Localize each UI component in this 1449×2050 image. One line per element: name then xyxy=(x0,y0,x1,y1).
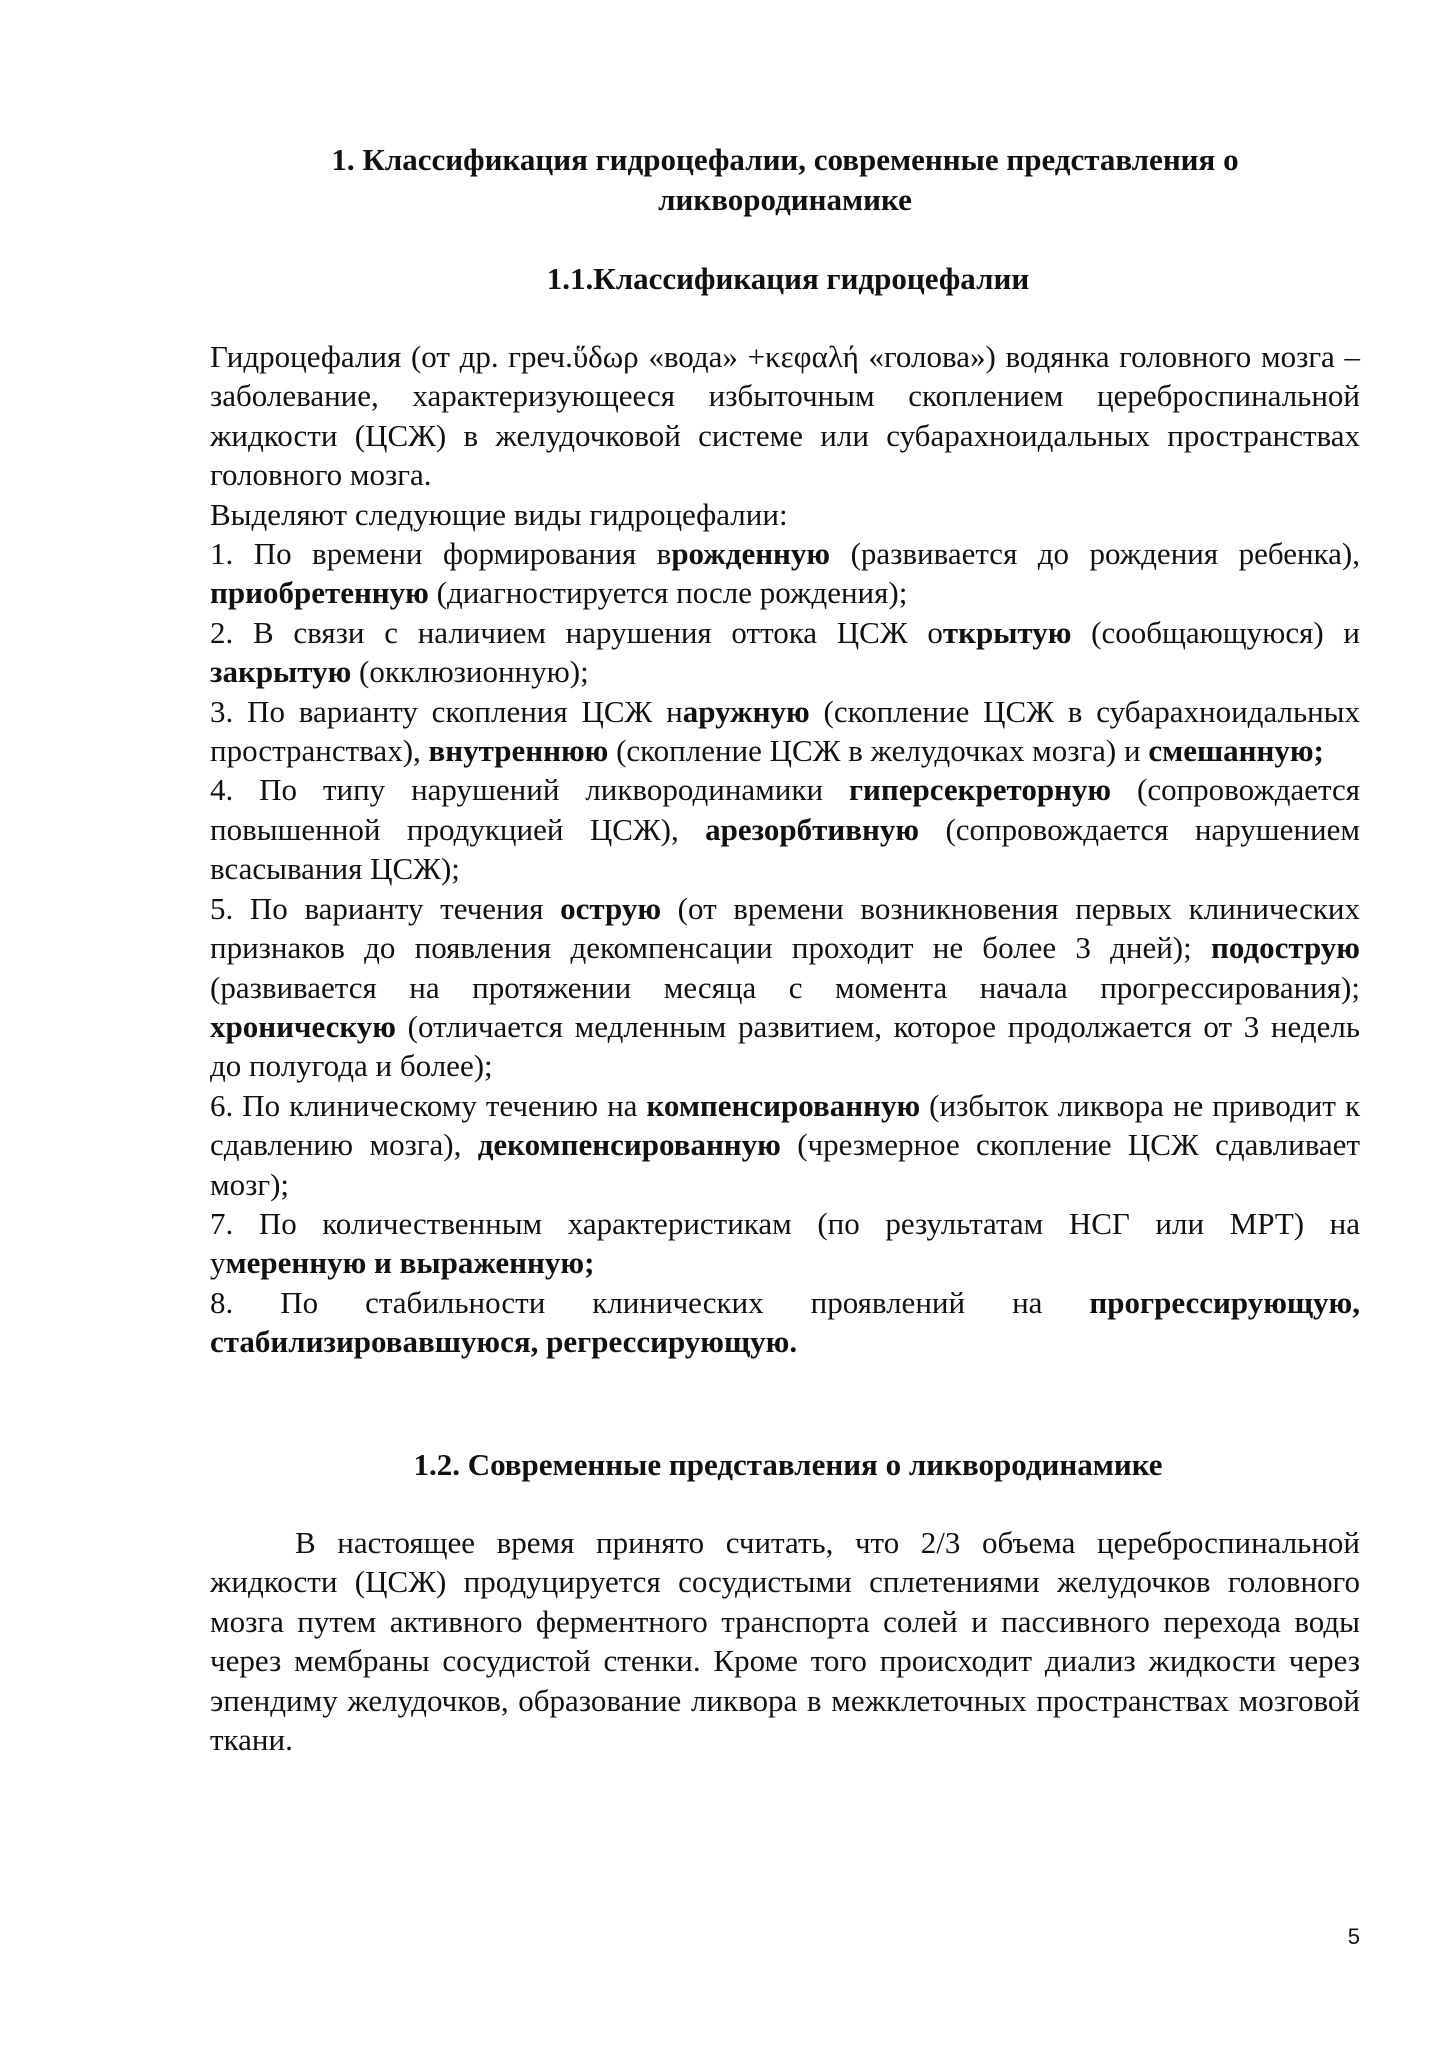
types-intro-paragraph: Выделяют следующие виды гидроцефалии: xyxy=(210,496,788,532)
list-item-6-term-b: декомпенсированную xyxy=(477,1127,781,1163)
list-item-4-text-a: 4. По типу нарушений ликвородинамики xyxy=(210,772,849,808)
list-item-3 xyxy=(210,692,1360,771)
list-item-5-term-a: острую xyxy=(560,890,662,926)
list-item-8-term-a: прогрессирующую, стабилизировавшуюся, регрессирующую. xyxy=(210,1284,1360,1360)
list-item-2-text-c: (окклюзионную); xyxy=(351,654,589,690)
list-item-7-term-a: меренную и выраженную; xyxy=(225,1245,595,1281)
list-item-8-text-a: 8. По стабильности клинических проявлений на xyxy=(210,1284,1090,1320)
list-item-5 xyxy=(210,889,1360,1086)
list-item-5-text-d: (отличается медленным развитием, которое продолжается от 3 недель до полугода и более); xyxy=(210,1008,1360,1084)
list-item-3-term-a: аружную xyxy=(682,693,810,729)
liquor-dynamics-paragraph: В настоящее время принято считать, что 2/3 объема цереброспинальной жидкости (ЦСЖ) продуцируется сосудистыми сплетениями желудочков головного мозга путем активного ферментного транспорта солей и пассивного перехода воды через мембраны сосудистой стенки. Кроме того происходит диализ жидкости через эпендиму желудочков, образование ликвора в межклеточных пространствах мозговой ткани. xyxy=(210,1525,1360,1758)
list-item-6-text-b: (избыток ликвора не приводит к сдавлению мозга), xyxy=(210,1087,1360,1163)
list-item-2-text-a: 2. В связи с наличием нарушения оттока ЦСЖ о xyxy=(210,614,943,650)
list-item-1-text-b: (развивается до рождения ребенка), xyxy=(830,536,1360,572)
list-item-1 xyxy=(210,534,1360,613)
list-item-5-text-a: 5. По варианту течения xyxy=(210,890,561,926)
list-item-8 xyxy=(210,1283,1360,1362)
list-item-6-text-a: 6. По клиническому течению на xyxy=(210,1087,647,1123)
list-item-2-text-b: (сообщающуюся) и xyxy=(1071,614,1360,650)
list-item-3-term-c: смешанную; xyxy=(1148,733,1324,769)
list-item-7 xyxy=(210,1204,1360,1283)
list-item-1-text-a: 1. По времени формирования в xyxy=(210,536,672,572)
classification-text xyxy=(210,337,1360,1362)
section-heading-classification: 1.1.Классификация гидроцефалии xyxy=(546,261,1030,296)
liquor-dynamics-text xyxy=(210,1523,1360,1759)
list-item-3-text-b: (скопление ЦСЖ в субарахноидальных пространствах), xyxy=(210,693,1361,769)
list-item-1-term-b: приобретенную xyxy=(210,575,429,611)
list-item-3-text-a: 3. По варианту скопления ЦСЖ н xyxy=(210,693,683,729)
definition-paragraph: Гидроцефалия (от др. греч.ὕδωρ «вода» +κεφαλή «голова») водянка головного мозга – заболевание, характеризующееся избыточным скоплением цереброспинальной жидкости (ЦСЖ) в желудочковой системе или субарахноидальных пространствах головного мозга. xyxy=(210,339,1360,493)
list-item-6-text-c: (чрезмерное скопление ЦСЖ сдавливает мозг); xyxy=(210,1127,1360,1202)
list-item-4-text-b: (сопровождается повышенной продукцией ЦСЖ), xyxy=(210,772,1360,847)
page-number: 5 xyxy=(1347,1924,1360,1949)
list-item-6 xyxy=(210,1086,1360,1204)
list-item-7-text-a: 7. По количественным характеристикам (по результатам НСГ или МРТ) на у xyxy=(210,1205,1360,1281)
list-item-5-term-c: хроническую xyxy=(210,1008,396,1044)
list-item-1-text-c: (диагностируется после рождения); xyxy=(428,575,908,611)
section-heading-liquor-dynamics: 1.2. Современные представления о ликвородинамике xyxy=(413,1447,1163,1482)
list-item-1-term-a: рожденную xyxy=(671,536,831,572)
list-item-5-term-b: подострую xyxy=(1210,930,1360,966)
list-item-5-text-b: (от времени возникновения первых клинических признаков до появления декомпенсации проходит не более 3 дней); xyxy=(210,890,1361,966)
chapter-heading: 1. Классификация гидроцефалии, современные представления о ликвородинамике xyxy=(331,142,1239,217)
list-item-2 xyxy=(210,613,1360,692)
list-item-4-text-c: (сопровождается нарушением всасывания ЦСЖ); xyxy=(210,811,1360,887)
list-item-4 xyxy=(210,770,1360,888)
list-item-2-term-b: закрытую xyxy=(210,654,352,690)
list-item-6-term-a: компенсированную xyxy=(646,1087,921,1123)
list-item-4-term-a: гиперсекреторную xyxy=(848,772,1112,808)
list-item-5-text-c: (развивается на протяжении месяца с момента начала прогрессирования); xyxy=(210,969,1360,1005)
list-item-3-term-b: внутреннюю xyxy=(428,733,609,769)
list-item-3-text-c: (скопление ЦСЖ в желудочках мозга) и xyxy=(608,733,1149,769)
list-item-4-term-b: арезорбтивную xyxy=(705,811,920,847)
list-item-2-term-a: ткрытую xyxy=(942,614,1072,650)
